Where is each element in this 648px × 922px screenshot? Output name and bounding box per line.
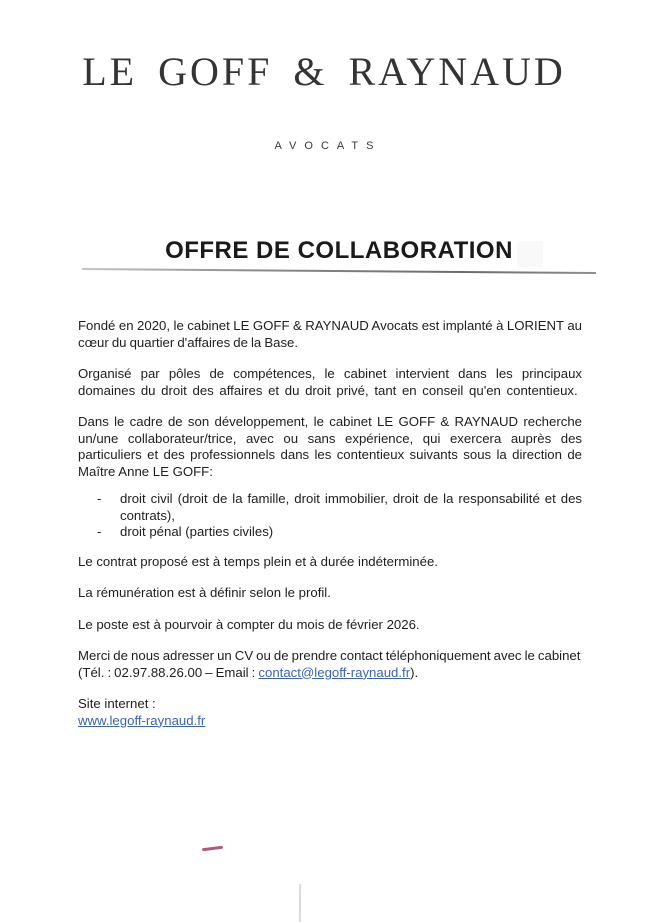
firm-subtitle: AVOCATS <box>274 140 382 152</box>
paragraph-recruitment: Dans le cadre de son développement, le cabinet LE GOFF & RAYNAUD recherche un/une collaborateur/trice, avec ou sans expérience, qui exercera auprès des particuliers et des professionnels dans les contentieux suivants sous la direction de Maître Anne LE GOFF: <box>78 414 582 479</box>
list-item <box>78 524 582 541</box>
contact-text-before-email: Merci de nous adresser un CV ou de prendre contact téléphoniquement avec le cabinet (Tél. : 02.97.88.26.00 – Email : <box>78 648 581 680</box>
paragraph-website <box>78 696 582 729</box>
dash-bullet: - <box>97 491 102 506</box>
practice-area-penal: droit pénal (parties civiles) <box>120 524 274 539</box>
practice-areas-list <box>78 491 582 541</box>
firm-name: LE GOFF & RAYNAUD <box>82 49 566 94</box>
website-link[interactable]: www.legoff-raynaud.fr <box>78 712 206 728</box>
title-underline-rule <box>82 268 596 274</box>
paragraph-contact <box>78 648 582 681</box>
paragraph-salary: La rémunération est à définir selon le profil. <box>78 585 331 600</box>
list-item <box>78 491 582 524</box>
paragraph-start-date: Le poste est à pourvoir à compter du mois de février 2026. <box>78 616 420 632</box>
dash-bullet: - <box>97 524 102 539</box>
scan-fold-line-artifact <box>299 884 301 922</box>
paragraph-intro: Fondé en 2020, le cabinet LE GOFF & RAYNAUD Avocats est implanté à LORIENT au cœur du quartier d'affaires de la Base. <box>78 318 582 350</box>
website-label: Site internet : <box>78 696 156 711</box>
contact-text-after-email: ). <box>410 664 419 680</box>
document-body <box>78 318 582 744</box>
practice-area-civil: droit civil (droit de la famille, droit immobilier, droit de la responsabilité et des contrats), <box>120 491 582 523</box>
paragraph-organisation: Organisé par pôles de compétences, le cabinet intervient dans les principaux domaines du droit des affaires et du droit privé, tant en conseil qu'en contentieux. <box>78 366 582 398</box>
document-title: OFFRE DE COLLABORATION <box>165 237 513 264</box>
paragraph-contract: Le contrat proposé est à temps plein et à durée indéterminée. <box>78 553 438 569</box>
email-link[interactable]: contact@legoff-raynaud.fr <box>258 664 411 680</box>
red-pen-mark-artifact <box>202 846 223 852</box>
